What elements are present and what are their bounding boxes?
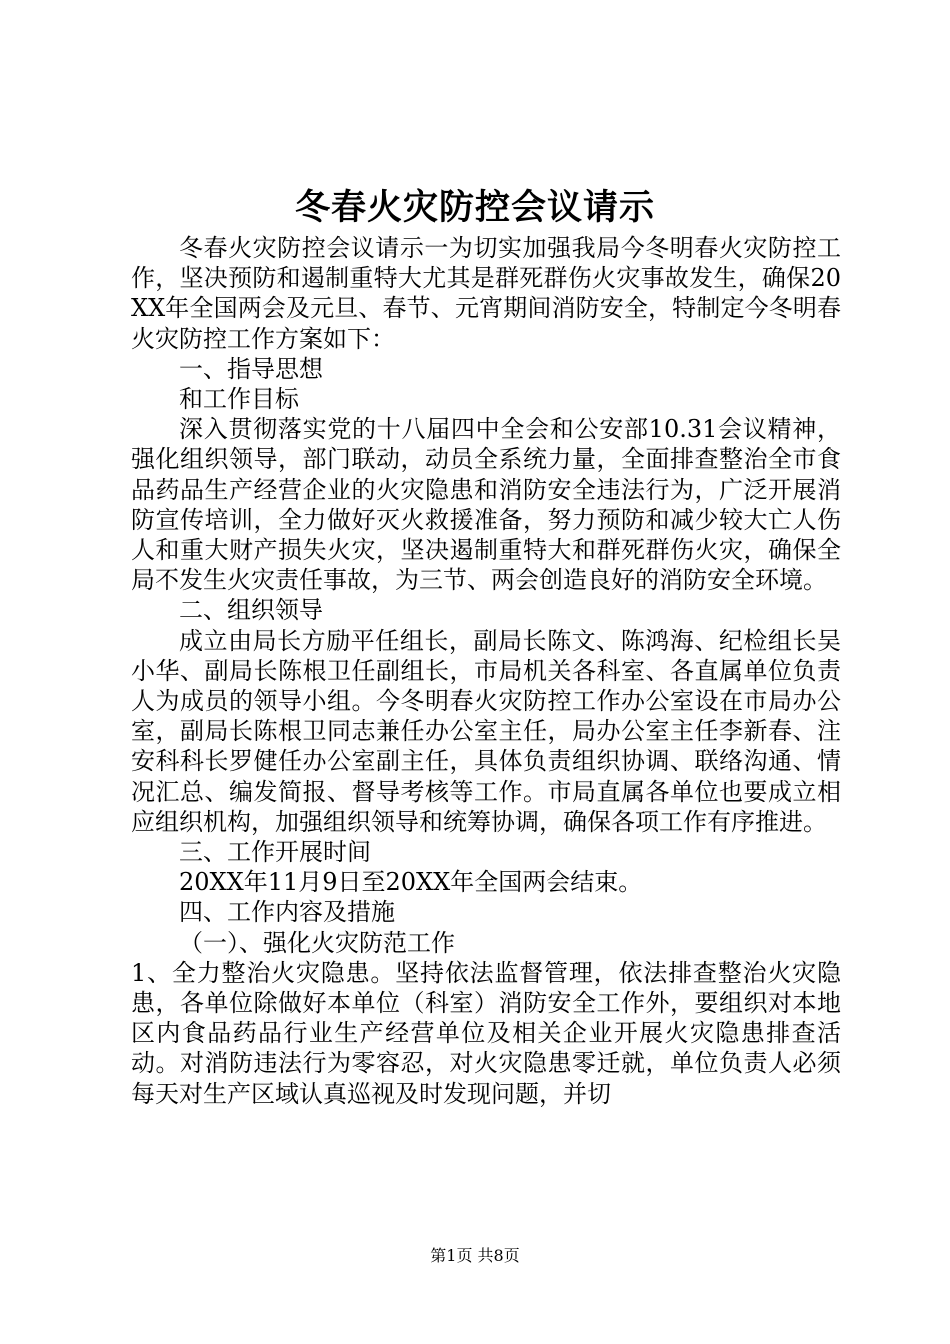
document-title: 冬春火灾防控会议请示	[294, 187, 655, 228]
paragraph-hazard-rectification: 1、全力整治火灾隐患。坚持依法监督管理，依法排查整治火灾隐患，各单位除做好本单位（科室）消防安全工作外，要组织对本地区内食品药品行业生产经营单位及相关企业开展火灾隐患排查活动。对消防违法行为零容忍，对火灾隐患零迁就，单位负责人必须每天对生产区域认真巡视及时发现问题，并切	[131, 958, 841, 1108]
paragraph-schedule: 20XX年11月9日至20XX年全国两会结束。	[179, 868, 643, 897]
subheading-fire-prevention: （一）、强化火灾防范工作	[179, 928, 455, 957]
heading-guiding-ideology: 一、指导思想	[179, 354, 323, 383]
paragraph-intro: 冬春火灾防控会议请示一为切实加强我局今冬明春火灾防控工作，坚决预防和遏制重特大尤其是群死群伤火灾事故发生，确保20XX年全国两会及元旦、春节、元宵期间消防安全，特制定今冬明春火灾防控工作方案如下：	[131, 234, 841, 353]
heading-measures: 四、工作内容及措施	[179, 898, 395, 927]
paragraph-organization: 成立由局长方励平任组长，副局长陈文、陈鸿海、纪检组长吴小华、副局长陈根卫任副组长，市局机关各科室、各直属单位负责人为成员的领导小组。今冬明春火灾防控工作办公室设在市局办公室，副局长陈根卫同志兼任办公室主任，局办公室主任李新春、注安科科长罗健任办公室副主任，具体负责组织协调、联络沟通、情况汇总、编发简报、督导考核等工作。市局直属各单位也要成立相应组织机构，加强组织领导和统筹协调，确保各项工作有序推进。	[131, 626, 841, 836]
page-footer: 第1页 共8页	[430, 1246, 520, 1265]
paragraph-goals: 深入贯彻落实党的十八届四中全会和公安部10.31会议精神，强化组织领导，部门联动，动员全系统力量，全面排查整治全市食品药品生产经营企业的火灾隐患和消防安全违法行为，广泛开展消防宣传培训，全力做好灭火救援准备，努力预防和减少较大亡人伤人和重大财产损失火灾，坚决遏制重特大和群死群伤火灾，确保全局不发生火灾责任事故，为三节、两会创造良好的消防安全环境。	[131, 415, 841, 595]
document-body	[131, 233, 841, 1109]
heading-schedule: 三、工作开展时间	[179, 838, 371, 867]
heading-work-goals: 和工作目标	[179, 385, 299, 414]
heading-organization: 二、组织领导	[179, 596, 323, 625]
